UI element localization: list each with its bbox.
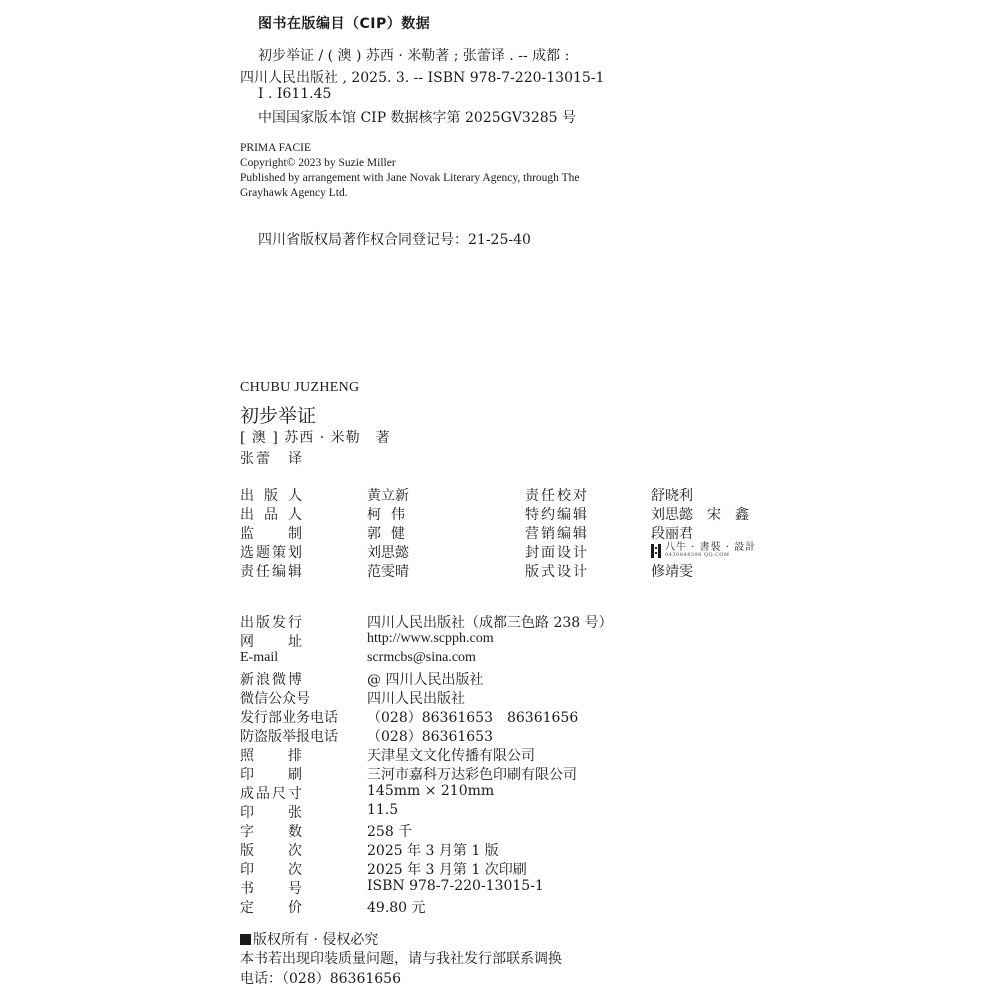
- credit-value-proofreader: 舒晓利: [651, 488, 693, 504]
- credit-value-publisher: 黄立新: [367, 488, 409, 504]
- pub-label-impression: 印次: [240, 862, 302, 878]
- quality-notice: 本书若出现印装质量问题，请与我社发行部联系调换: [240, 951, 562, 967]
- credit-value-producer: 柯伟: [367, 507, 415, 523]
- credit-label-marketing-editor: 营销编辑: [525, 526, 587, 542]
- pub-label-typesetting: 照排: [240, 748, 302, 764]
- credit-label-contributing-editor: 特约编辑: [525, 507, 587, 523]
- pub-label-word-count: 字数: [240, 824, 302, 840]
- rights-notice-text: 版权所有 · 侵权必究: [253, 932, 379, 948]
- designer-logo: [651, 543, 756, 558]
- designer-name: 八牛 · 書裝 · 設計: [665, 542, 757, 553]
- pub-label-edition: 版次: [240, 843, 302, 859]
- pub-label-antipiracy-phone: 防盗版举报电话: [240, 729, 338, 745]
- designer-logo-text: [665, 543, 756, 558]
- credit-label-supervisor: 监制: [240, 526, 302, 542]
- cip-line-2: 四川人民出版社 , 2025. 3. -- ISBN 978-7-220-13015-1: [240, 70, 605, 86]
- arrangement-line-2: Grayhawk Agency Ltd.: [240, 187, 348, 199]
- pub-value-website: http://www.scpph.com: [367, 631, 494, 646]
- pub-value-typesetting: 天津星文文化传播有限公司: [367, 748, 535, 764]
- pub-value-weibo: @ 四川人民出版社: [367, 672, 484, 688]
- book-title: 初步举证: [240, 405, 317, 427]
- credit-label-layout-design: 版式设计: [525, 564, 587, 580]
- pub-value-wechat: 四川人民出版社: [367, 691, 465, 707]
- credit-label-producer: 出品人: [240, 507, 302, 523]
- pub-value-email: scrmcbs@sina.com: [367, 650, 476, 665]
- pub-value-size: 145mm × 210mm: [367, 783, 495, 799]
- credit-value-contributing-editor: 刘思懿 宋 鑫: [651, 507, 749, 523]
- book-translator: 张蕾 译: [240, 451, 304, 467]
- arrangement-line-1: Published by arrangement with Jane Novak Literary Agency, through The: [240, 172, 580, 184]
- pub-value-publisher: 四川人民出版社（成都三色路 238 号）: [367, 615, 613, 631]
- pub-label-printing: 印刷: [240, 767, 302, 783]
- cip-heading: 图书在版编目（CIP）数据: [258, 16, 431, 32]
- cip-line-4: 中国国家版本馆 CIP 数据核字第 2025GV3285 号: [258, 110, 577, 126]
- credit-label-cover-design: 封面设计: [525, 545, 587, 561]
- credit-value-topic-planning: 刘思懿: [367, 545, 409, 561]
- pub-value-impression: 2025 年 3 月第 1 次印刷: [367, 862, 527, 878]
- credit-label-topic-planning: 选题策划: [240, 545, 302, 561]
- pub-label-isbn: 书号: [240, 881, 302, 897]
- pub-label-weibo: 新浪微博: [240, 672, 302, 688]
- credit-value-marketing-editor: 段丽君: [651, 526, 693, 542]
- original-title: PRIMA FACIE: [240, 142, 312, 154]
- pub-value-edition: 2025 年 3 月第 1 版: [367, 843, 499, 859]
- pub-label-price: 定价: [240, 900, 302, 916]
- credit-value-layout-design: 修靖雯: [651, 564, 693, 580]
- book-author: [ 澳 ] 苏西 · 米勒 著: [240, 430, 391, 446]
- rights-notice: [240, 929, 378, 949]
- pub-value-sales-phone: （028）86361653 86361656: [367, 710, 579, 726]
- pub-label-sales-phone: 发行部业务电话: [240, 710, 338, 726]
- contact-phone: 电话：（028）86361656: [240, 971, 401, 987]
- book-pinyin: CHUBU JUZHENG: [240, 380, 360, 395]
- copyright-registration: 四川省版权局著作权合同登记号：21-25-40: [258, 232, 531, 248]
- cip-line-1: 初步举证 / ( 澳 ) 苏西 · 米勒著 ; 张蕾译 . -- 成都 :: [258, 48, 570, 64]
- pub-label-email: E-mail: [240, 650, 279, 665]
- designer-contact: 0430844398 QQ.COM: [665, 552, 730, 558]
- credit-value-editor: 范雯晴: [367, 564, 409, 580]
- credit-label-editor: 责任编辑: [240, 564, 302, 580]
- pub-value-antipiracy-phone: （028）86361653: [367, 729, 493, 745]
- credit-label-proofreader: 责任校对: [525, 488, 587, 504]
- pub-value-isbn: ISBN 978-7-220-13015-1: [367, 878, 544, 894]
- pub-value-printing: 三河市嘉科万达彩色印刷有限公司: [367, 767, 577, 783]
- pub-label-size: 成品尺寸: [240, 786, 302, 802]
- pub-value-word-count: 258 千: [367, 824, 413, 840]
- cip-line-3: Ⅰ . I611.45: [258, 86, 332, 102]
- pub-label-website: 网址: [240, 634, 302, 650]
- square-bullet-icon: [240, 934, 251, 945]
- pub-label-sheets: 印张: [240, 805, 302, 821]
- credit-label-publisher: 出版人: [240, 488, 302, 504]
- copyright-line: Copyright© 2023 by Suzie Miller: [240, 157, 396, 169]
- pub-value-sheets: 11.5: [367, 802, 399, 818]
- designer-mark-icon: [651, 544, 661, 558]
- pub-label-publisher: 出版发行: [240, 615, 302, 631]
- pub-value-price: 49.80 元: [367, 900, 426, 916]
- pub-label-wechat: 微信公众号: [240, 691, 310, 707]
- credit-value-supervisor: 郭健: [367, 526, 415, 542]
